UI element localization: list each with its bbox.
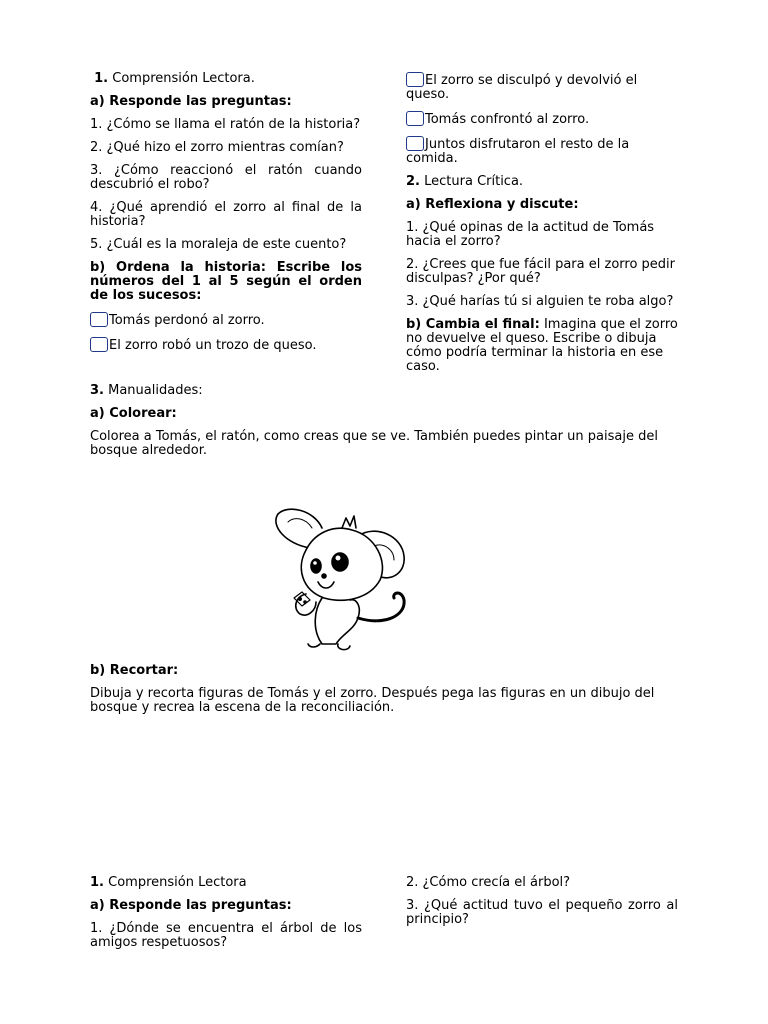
order-item-text: Tomás confrontó al zorro. — [425, 112, 590, 127]
question-3: 3. ¿Cómo reaccionó el ratón cuando descubrió el robo? — [90, 163, 362, 192]
section-1-title — [90, 72, 362, 86]
order-checkbox[interactable] — [90, 312, 108, 327]
mouse-illustration — [266, 506, 422, 656]
section-3 — [90, 384, 680, 467]
order-item-text: El zorro se disculpó y devolvió el queso. — [406, 73, 638, 102]
section-3-title — [90, 384, 680, 398]
order-checkbox[interactable] — [406, 72, 424, 87]
right-column — [406, 72, 678, 383]
order-item — [406, 72, 678, 102]
question-2: 2. ¿Qué hizo el zorro mientras comían? — [90, 140, 344, 155]
cut-text: Dibuja y recorta figuras de Tomás y el zorro. Después pega las figuras en un dibujo del bosque y recrea la escena de la reconciliación. — [90, 686, 655, 715]
section-2-title — [406, 175, 678, 189]
page2-right-column — [406, 876, 678, 936]
left-column — [90, 72, 362, 362]
section-1-title — [90, 876, 362, 890]
cut-section — [90, 664, 680, 724]
order-heading: b) Ordena la historia: Escribe los números del 1 al 5 según el orden de los sucesos: — [90, 260, 362, 303]
order-item — [90, 312, 362, 328]
color-text: Colorea a Tomás, el ratón, como creas que se ve. También puedes pintar un paisaje del bosque alrededor. — [90, 429, 658, 458]
questions-heading: a) Responde las preguntas: — [90, 94, 292, 109]
section-title-text: Lectura Crítica. — [424, 174, 524, 189]
change-ending — [406, 318, 678, 374]
change-ending-label: b) Cambia el final: — [406, 317, 540, 332]
order-item — [406, 136, 678, 166]
question-1: 1. ¿Cómo se llama el ratón de la historia? — [90, 117, 361, 132]
order-item — [406, 111, 678, 127]
order-item-text: Juntos disfrutaron el resto de la comida. — [406, 137, 630, 166]
color-heading: a) Colorear: — [90, 406, 177, 421]
reflect-question-1: 1. ¿Qué opinas de la actitud de Tomás hacia el zorro? — [406, 220, 655, 249]
questions-heading: a) Responde las preguntas: — [90, 898, 292, 913]
order-checkbox[interactable] — [406, 111, 424, 126]
question-4: 4. ¿Qué aprendió el zorro al final de la historia? — [90, 200, 362, 229]
section-title-text: Comprensión Lectora. — [112, 71, 255, 86]
question-1: 1. ¿Dónde se encuentra el árbol de los amigos respetuosos? — [90, 921, 362, 950]
section-title-text: Comprensión Lectora — [108, 875, 247, 890]
section-number: 2. — [406, 174, 420, 189]
page2-left-column — [90, 876, 362, 959]
reflect-question-3: 3. ¿Qué harías tú si alguien te roba algo? — [406, 294, 674, 309]
question-3: 3. ¿Qué actitud tuvo el pequeño zorro al principio? — [406, 898, 678, 927]
order-checkbox[interactable] — [406, 136, 424, 151]
cut-heading: b) Recortar: — [90, 663, 179, 678]
section-title-text: Manualidades: — [108, 383, 203, 398]
reflect-question-2: 2. ¿Crees que fue fácil para el zorro pedir disculpas? ¿Por qué? — [406, 257, 675, 286]
order-item — [90, 337, 362, 353]
reflect-heading: a) Reflexiona y discute: — [406, 197, 579, 212]
change-ending-text: Imagina que el zorro no devuelve el queso. Escribe o dibuja cómo podría terminar la historia en ese caso. — [406, 317, 678, 374]
section-number: 3. — [90, 383, 104, 398]
question-2: 2. ¿Cómo crecía el árbol? — [406, 875, 571, 890]
section-number: 1. — [94, 71, 109, 86]
order-item-text: El zorro robó un trozo de queso. — [109, 338, 317, 353]
order-item-text: Tomás perdonó al zorro. — [109, 313, 265, 328]
question-5: 5. ¿Cuál es la moraleja de este cuento? — [90, 237, 347, 252]
order-checkbox[interactable] — [90, 337, 108, 352]
section-number: 1. — [90, 875, 104, 890]
